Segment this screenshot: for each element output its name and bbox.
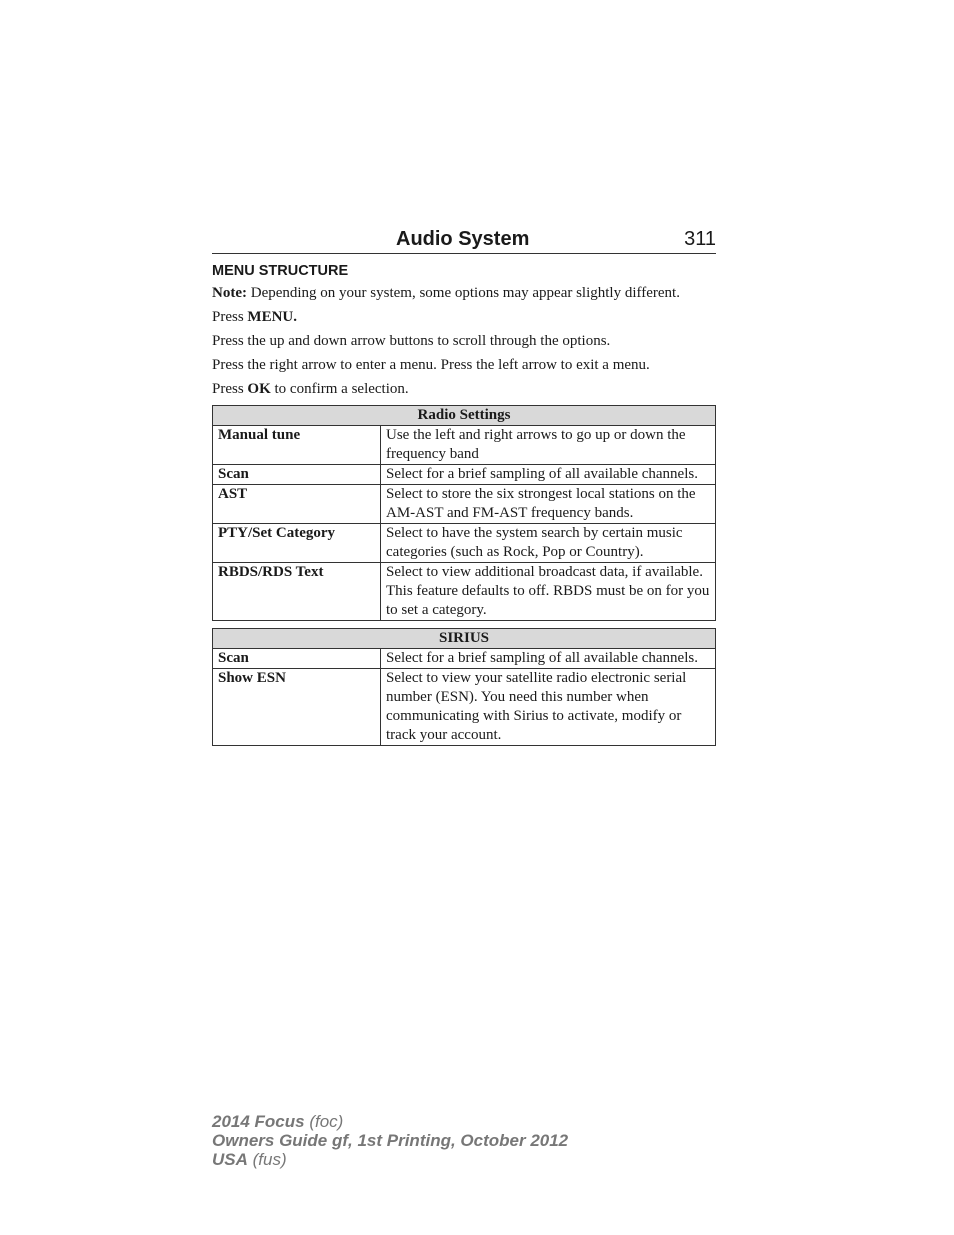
section-title: MENU STRUCTURE bbox=[212, 263, 349, 279]
row-description: Select to view additional broadcast data, if available. This feature defaults to off. RBDS must be on for you to set a category. bbox=[381, 563, 716, 621]
footer-model: 2014 Focus bbox=[212, 1112, 305, 1131]
page-header bbox=[212, 228, 716, 254]
press-ok-prefix: Press bbox=[212, 381, 248, 397]
press-ok-suffix: to confirm a selection. bbox=[270, 381, 409, 397]
row-label: PTY/Set Category bbox=[213, 524, 381, 563]
row-description: Select to have the system search by certain music categories (such as Rock, Pop or Country). bbox=[381, 524, 716, 563]
page-number: 311 bbox=[684, 228, 716, 250]
row-label: AST bbox=[213, 485, 381, 524]
footer-market: USA bbox=[212, 1150, 248, 1169]
menu-key: MENU. bbox=[247, 309, 297, 325]
row-description: Select for a brief sampling of all available channels. bbox=[381, 465, 716, 485]
footer-line-2: Owners Guide gf, 1st Printing, October 2012 bbox=[212, 1131, 569, 1150]
note-text: Depending on your system, some options may appear slightly different. bbox=[246, 285, 680, 301]
row-description: Select to store the six strongest local stations on the AM-AST and FM-AST frequency bands. bbox=[381, 485, 716, 524]
note-paragraph bbox=[212, 285, 716, 301]
press-menu-paragraph bbox=[212, 309, 716, 325]
footer-line-3 bbox=[212, 1150, 568, 1169]
row-description: Select to view your satellite radio electronic serial number (ESN). You need this number when communicating with Sirius to activate, modify or track your account. bbox=[381, 669, 716, 746]
footer-model-code: (foc) bbox=[304, 1112, 344, 1131]
press-menu-prefix: Press bbox=[212, 309, 248, 325]
radio-settings-title: Radio Settings bbox=[213, 406, 716, 426]
row-description: Use the left and right arrows to go up or down the frequency band bbox=[381, 426, 716, 465]
enter-exit-paragraph: Press the right arrow to enter a menu. Press the left arrow to exit a menu. bbox=[212, 357, 650, 373]
footer-line-1 bbox=[212, 1112, 568, 1131]
footer-market-code: (fus) bbox=[247, 1150, 287, 1169]
table-row bbox=[213, 649, 716, 669]
radio-settings-table bbox=[212, 405, 716, 621]
row-description: Select for a brief sampling of all available channels. bbox=[381, 649, 716, 669]
press-ok-paragraph bbox=[212, 381, 716, 397]
table-row bbox=[213, 524, 716, 563]
table-row bbox=[213, 485, 716, 524]
page-content bbox=[212, 228, 716, 746]
page-footer bbox=[212, 1112, 568, 1169]
row-label: Scan bbox=[213, 649, 381, 669]
sirius-title: SIRIUS bbox=[213, 629, 716, 649]
row-label: Manual tune bbox=[213, 426, 381, 465]
row-label: RBDS/RDS Text bbox=[213, 563, 381, 621]
row-label: Show ESN bbox=[213, 669, 381, 746]
note-label: Note: bbox=[212, 285, 247, 301]
ok-key: OK bbox=[247, 381, 271, 397]
table-row bbox=[213, 563, 716, 621]
sirius-table bbox=[212, 628, 716, 746]
row-label: Scan bbox=[213, 465, 381, 485]
table-row bbox=[213, 465, 716, 485]
table-row bbox=[213, 426, 716, 465]
table-row bbox=[213, 669, 716, 746]
arrows-paragraph: Press the up and down arrow buttons to scroll through the options. bbox=[212, 333, 611, 349]
chapter-title: Audio System bbox=[396, 228, 530, 250]
